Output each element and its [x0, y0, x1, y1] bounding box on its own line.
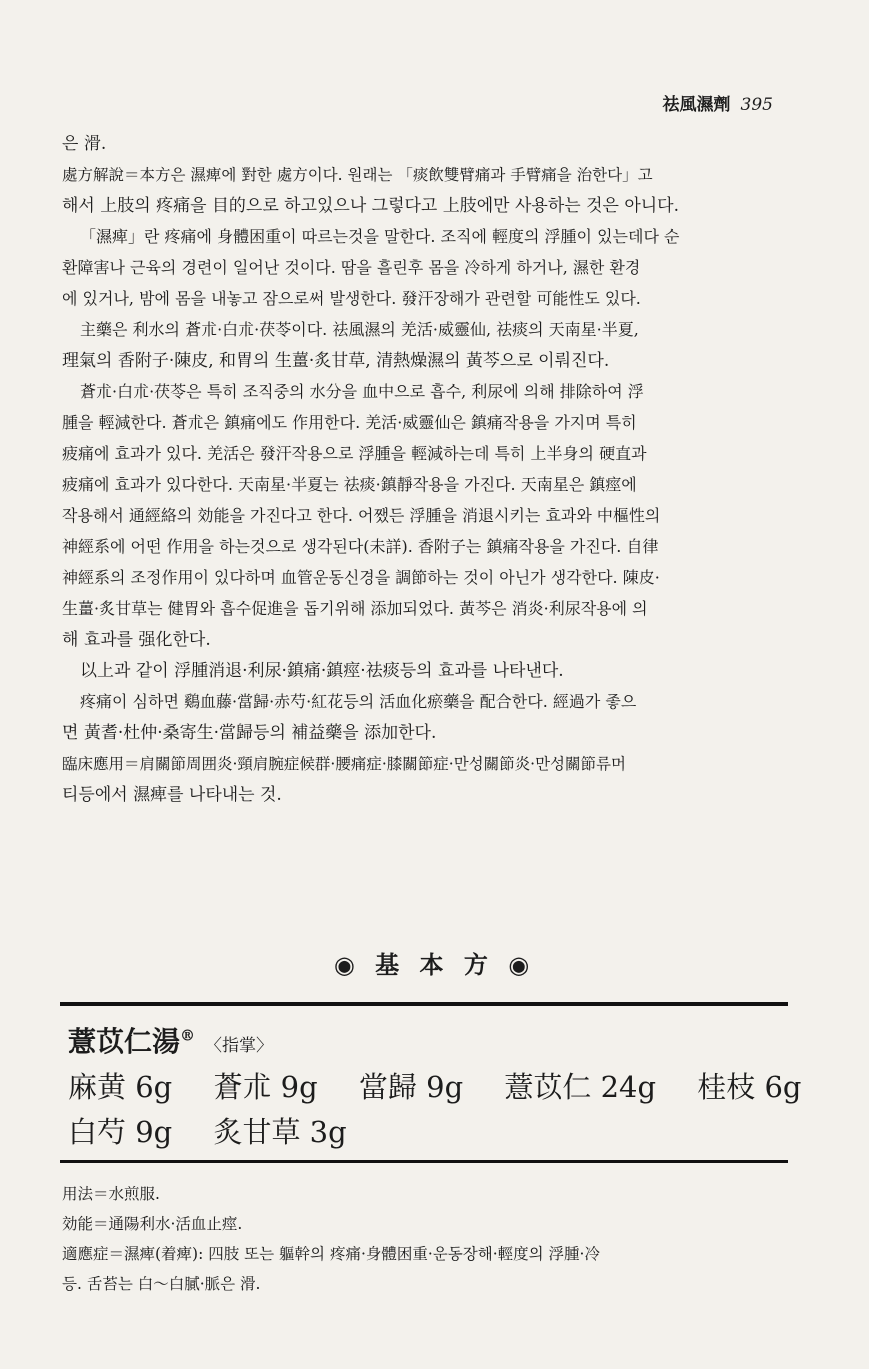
herb-item: 當歸 9g [358, 1070, 464, 1104]
indication-line: 등. 舌苔는 白〜白膩·脈은 滑. [62, 1275, 261, 1293]
text-line: 에 있거나, 밤에 몸을 내놓고 잠으로써 발생한다. 發汗장해가 관련할 可能性도 있다. [62, 289, 641, 308]
section-title: ◉ 基 本 方 ◉ [333, 950, 536, 979]
usage-line: 用法＝水煎服. [62, 1185, 160, 1203]
text-line: 臨床應用＝肩關節周囲炎·頸肩腕症候群·腰痛症·膝關節症·만성關節炎·만성關節류머 [62, 755, 626, 773]
text-line: 환障害나 근육의 경련이 일어난 것이다. 땀을 흘린후 몸을 冷하게 하거나, 濕한 환경 [62, 258, 641, 277]
text-line: 疼痛이 심하면 鷄血藤·當歸·赤芍·紅花등의 活血化瘀藥을 配合한다. 經過가 좋으 [80, 692, 637, 711]
text-line: 以上과 같이 浮腫消退·利尿·鎮痛·鎮痙·祛痰등의 효과를 나타낸다. [80, 661, 564, 681]
prescription-name: 薏苡仁湯 [68, 1025, 181, 1058]
herb-item: 麻黄 6g [68, 1070, 173, 1104]
header-title: 祛風濕劑 [662, 95, 731, 115]
text-line: 해서 上肢의 疼痛을 目的으로 하고있으나 그렇다고 上肢에만 사용하는 것은 아니다. [62, 196, 680, 216]
text-line: 은 滑. [62, 134, 107, 154]
text-line: 티등에서 濕痺를 나타내는 것. [62, 785, 282, 805]
text-line: 疲痛에 효과가 있다. 羌活은 發汗작용으로 浮腫을 輕減하는데 특히 上半身의 硬直과 [62, 444, 647, 463]
indication-line: 適應症＝濕痺(着痺): 四肢 또는 軀幹의 疼痛·身體困重·운동장해·輕度의 浮腫·冷 [62, 1245, 600, 1263]
text-line: 主藥은 利水의 蒼朮·白朮·茯苓이다. 祛風濕의 羌活·威靈仙, 祛痰의 天南星·半夏, [80, 320, 639, 339]
herb-item: 薏苡仁 24g [504, 1070, 657, 1104]
herb-item: 桂枝 6g [697, 1070, 802, 1104]
herb-row [68, 1110, 379, 1151]
usage-notes [62, 1182, 792, 1302]
text-line: 理氣의 香附子·陳皮, 和胃의 生薑·炙甘草, 清熱燥濕의 黃芩으로 이뤄진다. [62, 351, 610, 371]
herb-row [68, 1065, 834, 1106]
text-line: 「濕痺」란 疼痛에 身體困重이 따르는것을 말한다. 조직에 輕度의 浮腫이 있는데다 순 [80, 227, 680, 246]
text-line: 神經系에 어떤 作用을 하는것으로 생각된다(未詳). 香附子는 鎮痛작용을 가진다. 自律 [62, 537, 659, 556]
text-line: 작용해서 通經絡의 効能을 가진다고 한다. 어쨌든 浮腫을 消退시키는 효과와 中樞性의 [62, 506, 661, 525]
divider-rule [60, 1002, 788, 1006]
text-line: 면 黃耆·杜仲·桑寄生·當歸등의 補益藥을 添加한다. [62, 723, 437, 743]
text-line: 腫을 輕減한다. 蒼朮은 鎮痛에도 作用한다. 羌活·威靈仙은 鎮痛작용을 가지며 특히 [62, 413, 637, 432]
text-line: 處方解說＝本方은 濕痺에 對한 處方이다. 원래는 「痰飲雙臂痛과 手臂痛을 治한다」고 [62, 166, 653, 184]
text-line: 神經系의 조정作用이 있다하며 血管운동신경을 調節하는 것이 아닌가 생각한다. 陳皮· [62, 568, 660, 587]
page-number: 395 [740, 95, 773, 115]
text-line: 해 효과를 强化한다. [62, 630, 211, 650]
registered-mark: ® [180, 1026, 196, 1045]
efficacy-line: 効能＝通陽利水·活血止痙. [62, 1215, 243, 1233]
running-header [663, 90, 773, 115]
body-text [62, 132, 797, 814]
divider-rule [60, 1160, 788, 1163]
text-line: 蒼朮·白朮·茯苓은 특히 조직중의 水分을 血中으로 흡수, 利尿에 의해 排除하여 浮 [80, 382, 644, 401]
herb-item: 炙甘草 3g [213, 1115, 347, 1149]
prescription-source: 〈指掌〉 [205, 1036, 274, 1056]
prescription-title [68, 1020, 273, 1060]
text-line: 生薑·炙甘草는 健胃와 흡수促進을 돕기위해 添加되었다. 黃芩은 消炎·利尿작용에 의 [62, 599, 648, 618]
herb-item: 白芍 9g [68, 1115, 173, 1149]
herb-item: 蒼朮 9g [213, 1070, 318, 1104]
text-line: 疲痛에 효과가 있다한다. 天南星·半夏는 祛痰·鎮靜작용을 가진다. 天南星은 鎮痙에 [62, 475, 637, 494]
